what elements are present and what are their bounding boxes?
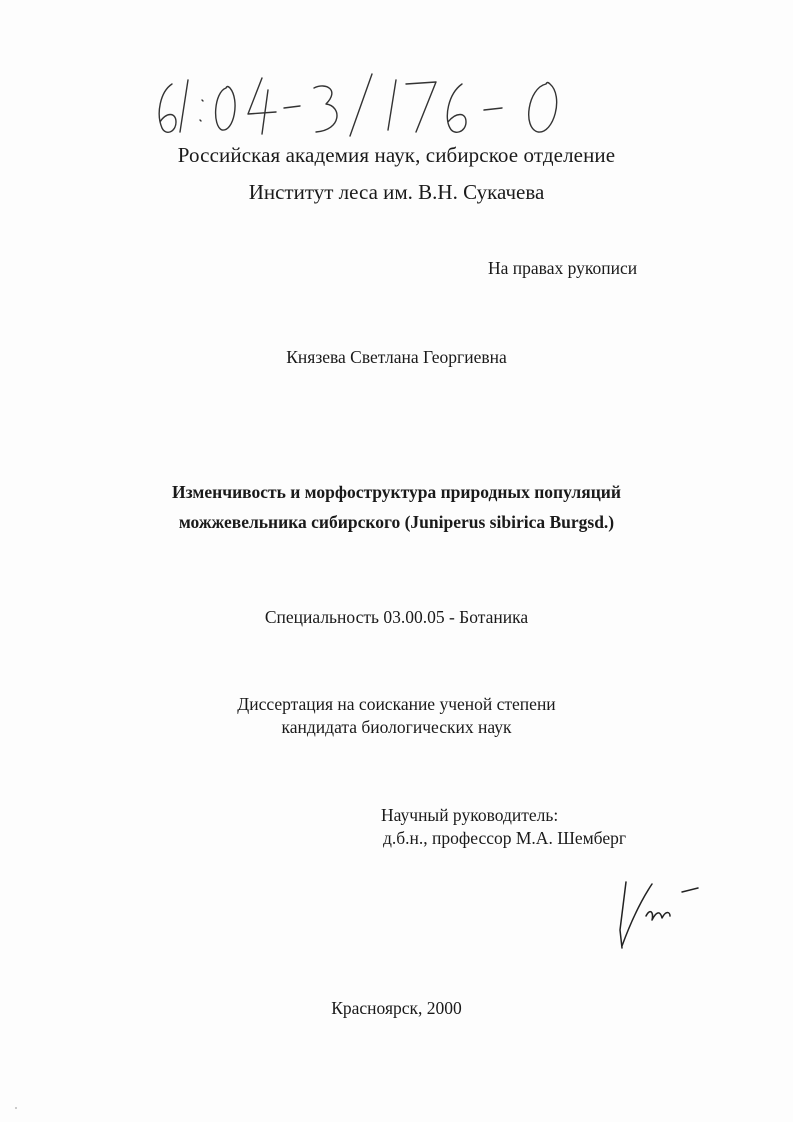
specialty: Специальность 03.00.05 - Ботаника [264,607,529,627]
degree-line-1: Диссертация на соискание ученой степени [237,694,556,714]
city-and-year: Красноярск, 2000 [331,998,462,1018]
supervisor-name: д.б.н., профессор М.А. Шемберг [383,828,627,848]
degree-line-2: кандидата биологических наук [281,717,512,737]
scan-artifact [15,1107,17,1109]
academy-name: Российская академия наук, сибирское отделение [177,143,616,167]
thesis-title-line-2: можжевельника сибирского (Juniperus sibirica Burgsd.) [178,512,615,532]
institute-name: Институт леса им. В.Н. Сукачева [248,180,545,204]
author-name: Князева Светлана Георгиевна [286,347,507,367]
rights-notice: На правах рукописи [488,258,638,278]
thesis-title-line-1: Изменчивость и морфоструктура природных популяций [172,482,621,502]
handwritten-catalog-number [150,70,590,140]
handwritten-signature [612,872,702,952]
supervisor-label: Научный руководитель: [381,805,559,825]
